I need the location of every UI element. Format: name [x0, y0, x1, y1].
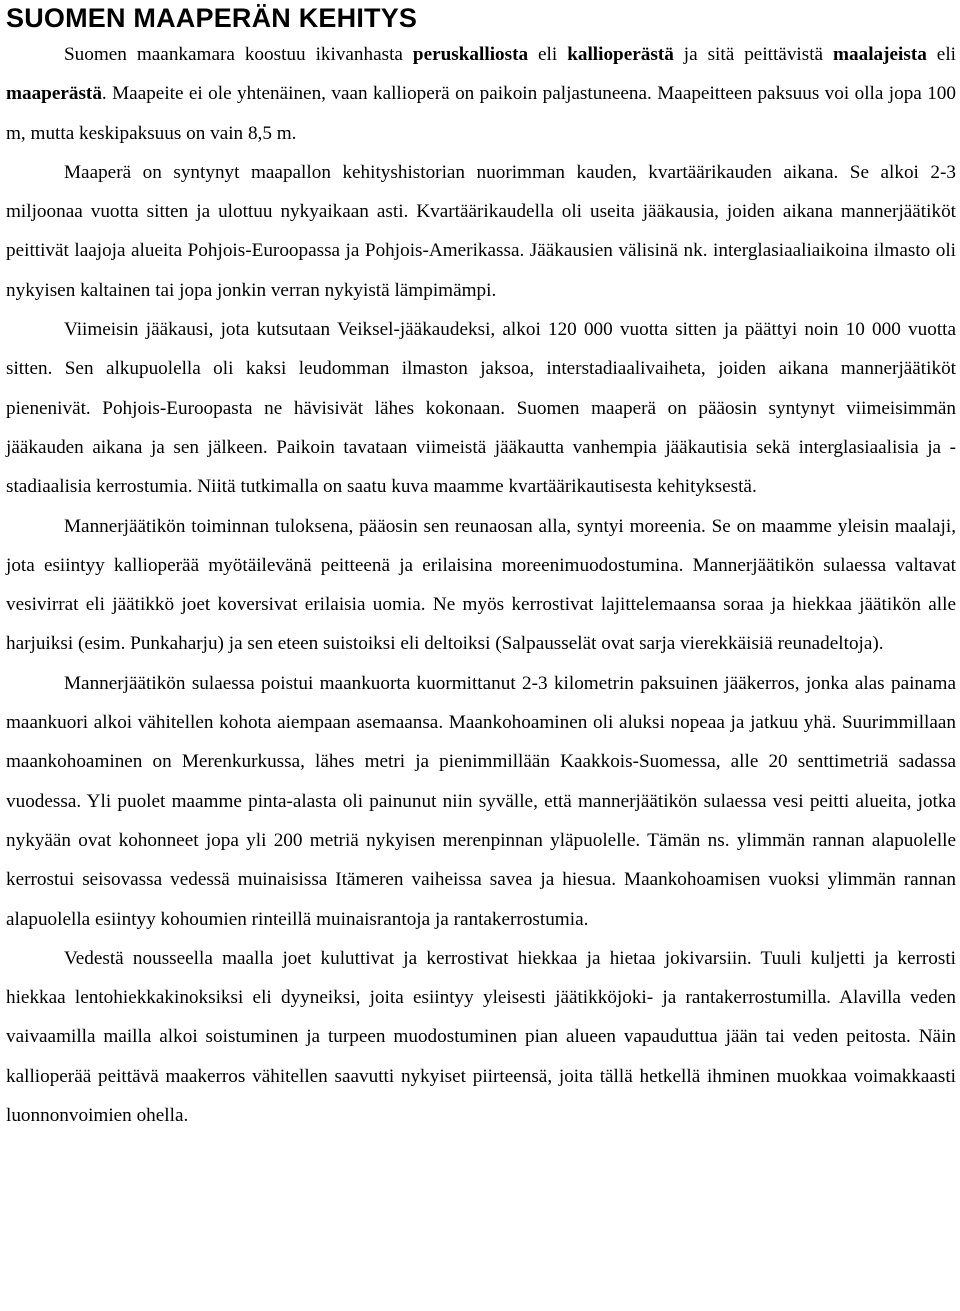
paragraph-text: Suomen maankamara koostuu ikivanhasta — [64, 44, 413, 65]
paragraph-text: . Maapeite ei ole yhtenäinen, vaan kallioperä on paikoin paljastuneena. Maapeitteen paksuus voi olla jopa 100 m, mutta keskipaksuus on vain 8,5 m. — [6, 83, 956, 144]
paragraph-text: Vedestä nousseella maalla joet kuluttivat ja kerrostivat hiekkaa ja hietaa jokivarsiin. Tuuli kuljetti ja kerrosti hiekkaa lentohiekkakinoksiksi eli dyyneiksi, joita esiintyy yleisesti jäätikköjoki- ja rantakerrostumilla. Alavilla veden vaivaamilla mailla alkoi soistuminen ja turpeen muodostuminen pian alueen vapauduttua jään tai veden peitosta. Näin kallioperää peittävä maakerros vähitellen saavutti nykyiset piirteensä, joita tällä hetkellä ihminen muokkaa voimakkaasti luonnonvoimien ohella. — [6, 947, 956, 1127]
body-paragraph — [6, 35, 956, 153]
paragraph-text: Maaperä on syntynyt maapallon kehityshistorian nuorimman kauden, kvartäärikauden aikana. Se alkoi 2-3 miljoonaa vuotta sitten ja ulottuu nykyaikaan asti. Kvartäärikaudella oli useita jääkausia, joiden aikana mannerjäätiköt peittivät laajoja alueita Pohjois-Euroopassa ja Pohjois-Amerikassa. Jääkausien välisinä nk. interglasiaaliaikoina ilmasto oli nykyisen kaltainen tai jopa jonkin verran nykyistä lämpimämpi. — [6, 161, 956, 301]
document-body — [6, 35, 956, 1135]
paragraph-text: Mannerjäätikön toiminnan tuloksena, pääosin sen reunaosan alla, syntyi moreenia. Se on maamme yleisin maalaji, jota esiintyy kallioperää myötäilevänä peitteenä ja erilaisina moreenimuodostumina. Mannerjäätikön sulaessa valtavat vesivirrat eli jäätikkö joet koversivat erilaisia uomia. Ne myös kerrostivat lajittelemaansa soraa ja hiekkaa jäätikön alle harjuiksi (esim. Punkaharju) ja sen eteen suistoiksi eli deltoiksi (Salpausselät ovat sarja vierekkäisiä reunadeltoja). — [6, 515, 956, 655]
document-title: SUOMEN MAAPERÄN KEHITYS — [6, 3, 418, 33]
paragraph-text: ja sitä peittävistä — [673, 44, 834, 65]
bold-term: maaperästä — [6, 83, 102, 105]
body-paragraph — [6, 664, 956, 939]
paragraph-text: eli — [926, 44, 956, 65]
bold-term: peruskalliosta — [412, 44, 529, 65]
paragraph-text: Viimeisin jääkausi, jota kutsutaan Veiksel-jääkaudeksi, alkoi 120 000 vuotta sitten ja päättyi noin 10 000 vuotta sitten. Sen alkupuolella oli kaksi leudomman ilmaston jaksoa, interstadiaalivaiheta, joiden aikana mannerjäätiköt pienenivät. Pohjois-Euroopasta ne hävisivät lähes kokonaan. Suomen maaperä on pääosin syntynyt viimeisimmän jääkauden aikana ja sen jälkeen. Paikoin tavataan viimeistä jääkautta vanhempia jääkautisia sekä interglasiaalisia ja -stadiaalisia kerrostumia. Niitä tutkimalla on saatu kuva maamme kvartäärikautisesta kehityksestä. — [6, 319, 956, 498]
body-paragraph — [6, 939, 956, 1135]
bold-term: kallioperästä — [567, 44, 674, 65]
paragraph-text: Mannerjäätikön sulaessa poistui maankuorta kuormittanut 2-3 kilometrin paksuinen jääkerros, jonka alas painama maankuori alkoi vähitellen kohota aiempaan asemaansa. Maankohoaminen oli aluksi nopeaa ja jatkuu yhä. Suurimmillaan maankohoaminen on Merenkurkussa, lähes metri ja pienimmillään Kaakkois-Suomessa, alle 20 senttimetriä sadassa vuodessa. Yli puolet maamme pinta-alasta oli painunut niin syvälle, että mannerjäätikön sulaessa vesi peitti alueita, jotka nykyään ovat kohonneet jopa yli 200 metriä nykyisen merenpinnan yläpuolelle. Tämän ns. ylimmän rannan alapuolelle kerrostui seisovassa vedessä muinaisissa Itämeren vaiheissa savea ja hiesua. Maankohoamisen vuoksi ylimmän rannan alapuolella esiintyy kohoumien rinteillä muinaisrantoja ja rantakerrostumia. — [6, 672, 956, 930]
paragraph-text: eli — [528, 44, 568, 65]
body-paragraph — [6, 153, 956, 310]
bold-term: maalajeista — [833, 44, 927, 65]
body-paragraph — [6, 310, 956, 506]
body-paragraph — [6, 507, 956, 664]
